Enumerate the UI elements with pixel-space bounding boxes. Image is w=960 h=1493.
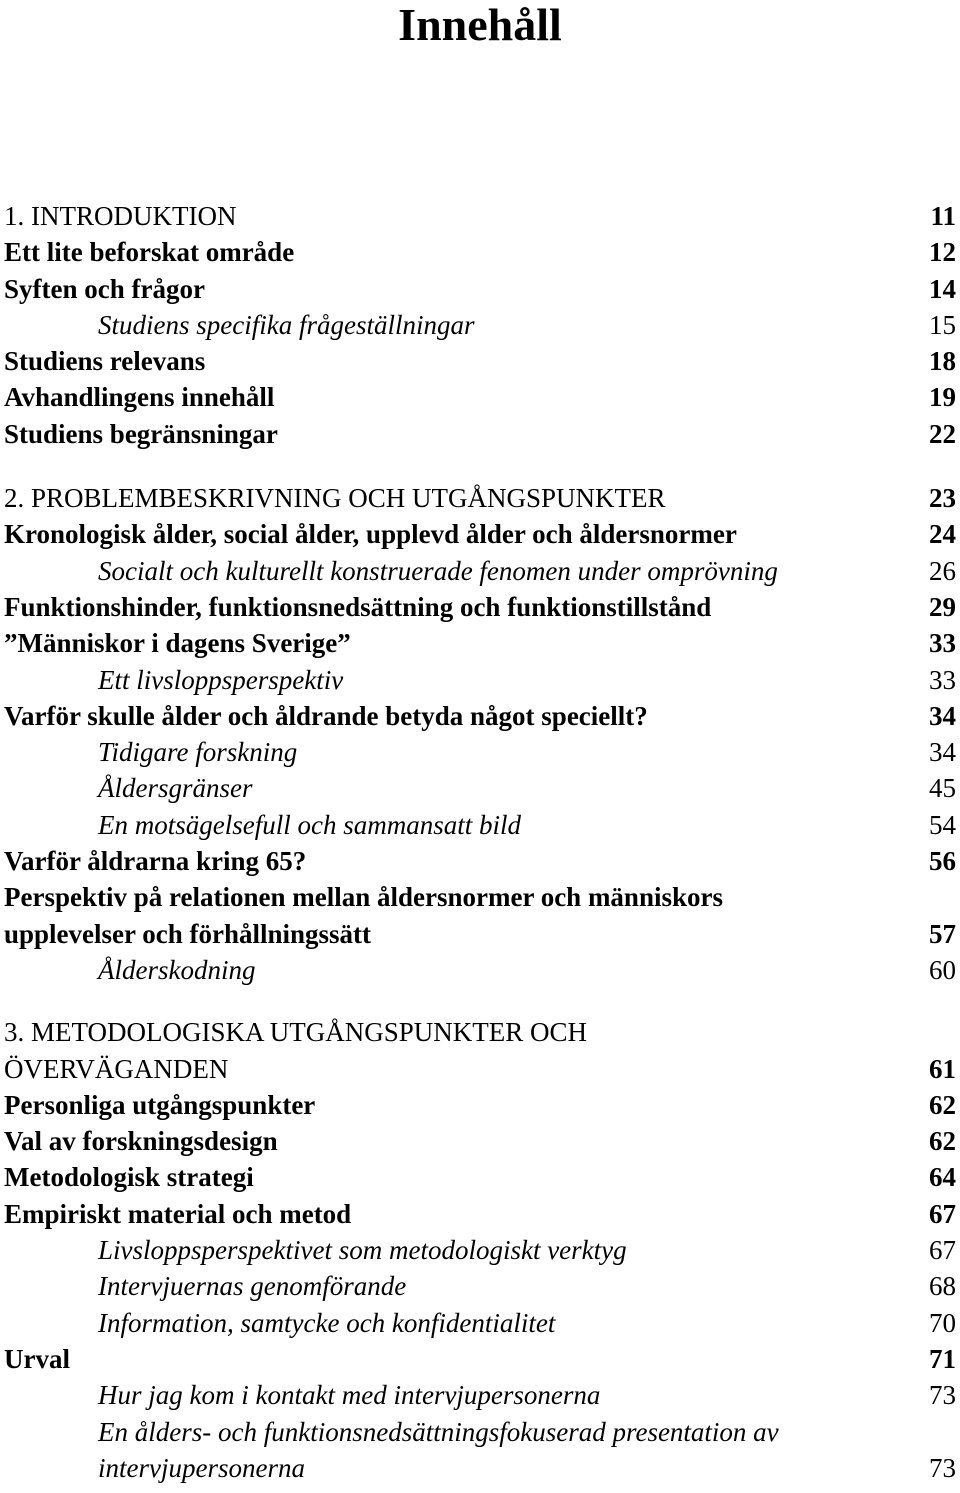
toc-entry-page-number: 15 [929, 309, 956, 340]
toc-entry-label: Avhandlingens innehåll [4, 382, 275, 413]
toc-entry-label: Tidigare forskning [98, 737, 298, 768]
toc-section-entry[interactable] [4, 1341, 956, 1377]
toc-section-entry[interactable] [4, 1123, 956, 1159]
toc-subsection-entry[interactable] [4, 1377, 956, 1413]
toc-entry-page-number: 73 [929, 1380, 956, 1411]
toc-entry-label: Funktionshinder, funktionsnedsättning och funktionstillstånd [4, 591, 712, 622]
toc-entry-label: Intervjuernas genomförande [98, 1271, 407, 1302]
toc-subsection-entry[interactable] [4, 1268, 956, 1304]
toc-entry-page-number: 24 [929, 519, 956, 550]
toc-entry-page-number: 54 [929, 809, 956, 840]
toc-entry-page-number: 18 [929, 346, 956, 377]
toc-subsection-entry[interactable] [4, 807, 956, 843]
toc-entry-page-number: 67 [929, 1198, 956, 1229]
toc-entry-label: Val av forskningsdesign [4, 1126, 278, 1157]
toc-entry-label: 2. PROBLEMBESKRIVNING OCH UTGÅNGSPUNKTER [4, 483, 666, 514]
toc-entry-label: Hur jag kom i kontakt med intervjupersonerna [98, 1380, 601, 1411]
toc-subsection-entry[interactable] [4, 662, 956, 698]
toc-entry-label: ”Människor i dagens Sverige” [4, 628, 351, 659]
toc-section-entry[interactable] [4, 625, 956, 661]
toc-subsection-entry[interactable] [4, 1232, 956, 1268]
toc-entry-label: En ålders- och funktionsnedsättningsfokuserad presentation av [98, 1416, 779, 1447]
toc-entry-label: Studiens begränsningar [4, 418, 278, 449]
toc-entry-page-number: 26 [929, 555, 956, 586]
toc-entry-label: Studiens specifika frågeställningar [98, 309, 475, 340]
section-gap [4, 452, 956, 480]
toc-entry-page-number: 45 [929, 773, 956, 804]
toc-entry-page-number: 57 [929, 918, 956, 949]
section-gap [4, 988, 956, 1014]
toc-chapter-entry[interactable] [4, 480, 956, 516]
toc-entry-label: Metodologisk strategi [4, 1162, 254, 1193]
toc-entry-page-number: 33 [929, 664, 956, 695]
toc-entry-label: Livsloppsperspektivet som metodologiskt verktyg [98, 1235, 627, 1266]
toc-entry-label: Varför skulle ålder och åldrande betyda något speciellt? [4, 700, 648, 731]
toc-entry-page-number: 73 [929, 1452, 956, 1483]
toc-entry-page-number: 56 [929, 846, 956, 877]
toc-entry-label: Perspektiv på relationen mellan åldersnormer och människors [4, 882, 723, 913]
toc-entry-label: Ett lite beforskat område [4, 237, 295, 268]
toc-entry-label: En motsägelsefull och sammansatt bild [98, 809, 521, 840]
toc-chapter-entry[interactable] [4, 1014, 956, 1050]
toc-subsection-entry[interactable] [4, 307, 956, 343]
toc-entry-label: Personliga utgångspunkter [4, 1089, 316, 1120]
toc-entry-label: 1. INTRODUKTION [4, 201, 237, 231]
toc-entry-label: Ålderskodning [98, 954, 256, 985]
toc-entry-label: Ett livsloppsperspektiv [98, 664, 344, 695]
toc-section-entry[interactable] [4, 343, 956, 379]
toc-entry-page-number: 71 [929, 1343, 956, 1374]
toc-section-entry[interactable] [4, 234, 956, 270]
toc-subsection-entry[interactable] [4, 553, 956, 589]
toc-entry-page-number: 34 [929, 737, 956, 768]
toc-section-entry[interactable] [4, 1159, 956, 1195]
toc-subsection-entry[interactable] [4, 1450, 956, 1486]
toc-entry-label: intervjupersonerna [98, 1452, 305, 1483]
toc-entry-label: Information, samtycke och konfidentialitet [98, 1307, 556, 1338]
toc-subsection-entry[interactable] [4, 1414, 956, 1450]
toc-entry-label: Syften och frågor [4, 273, 205, 304]
toc-section-entry[interactable] [4, 516, 956, 552]
toc-section-entry[interactable] [4, 589, 956, 625]
toc-entry-label: Socialt och kulturellt konstruerade fenomen under omprövning [98, 555, 778, 586]
toc-entry-page-number: 19 [929, 382, 956, 413]
toc-section-entry[interactable] [4, 416, 956, 452]
toc-entry-page-number: 64 [929, 1162, 956, 1193]
toc-entry-label: Varför åldrarna kring 65? [4, 846, 307, 877]
toc-entry-label: ÖVERVÄGANDEN [4, 1053, 229, 1084]
toc-section-entry[interactable] [4, 916, 956, 952]
toc-entry-page-number: 12 [929, 237, 956, 268]
toc-entry-page-number: 60 [929, 954, 956, 985]
toc-chapter-entry[interactable] [4, 1051, 956, 1087]
toc-entry-page-number: 62 [929, 1126, 956, 1157]
toc-entry-label: upplevelser och förhållningssätt [4, 918, 372, 949]
toc-subsection-entry[interactable] [4, 734, 956, 770]
toc-entry-label: Urval [4, 1343, 70, 1374]
toc-entry-page-number: 33 [929, 628, 956, 659]
toc-entry-label: Kronologisk ålder, social ålder, upplevd ålder och åldersnormer [4, 519, 737, 550]
toc-chapter-entry[interactable] [4, 198, 956, 234]
toc-entry-page-number: 67 [929, 1235, 956, 1266]
toc-entry-page-number: 70 [929, 1307, 956, 1338]
toc-section-entry[interactable] [4, 698, 956, 734]
toc-entry-page-number: 62 [929, 1089, 956, 1120]
toc-entry-page-number: 23 [929, 483, 956, 514]
toc-entry-page-number: 68 [929, 1271, 956, 1302]
toc-entry-label: 3. METODOLOGISKA UTGÅNGSPUNKTER OCH [4, 1017, 588, 1048]
toc-entry-page-number: 34 [929, 700, 956, 731]
toc-entry-label: Studiens relevans [4, 346, 206, 377]
toc-section-entry[interactable] [4, 843, 956, 879]
toc-entry-page-number: 61 [929, 1053, 956, 1084]
toc-entry-page-number: 11 [930, 201, 956, 231]
toc-entry-page-number: 29 [929, 591, 956, 622]
toc-section-entry[interactable] [4, 271, 956, 307]
toc-subsection-entry[interactable] [4, 952, 956, 988]
toc-entry-page-number: 14 [929, 273, 956, 304]
toc-section-entry[interactable] [4, 1196, 956, 1232]
toc-subsection-entry[interactable] [4, 1305, 956, 1341]
toc-entry-label: Åldersgränser [98, 773, 253, 804]
toc-section-entry[interactable] [4, 1087, 956, 1123]
toc-section-entry[interactable] [4, 879, 956, 915]
toc-entry-page-number: 22 [929, 418, 956, 449]
toc-section-entry[interactable] [4, 379, 956, 415]
table-of-contents [4, 198, 956, 1486]
toc-subsection-entry[interactable] [4, 770, 956, 806]
page-title: Innehåll [398, 0, 562, 50]
toc-entry-label: Empiriskt material och metod [4, 1198, 352, 1229]
